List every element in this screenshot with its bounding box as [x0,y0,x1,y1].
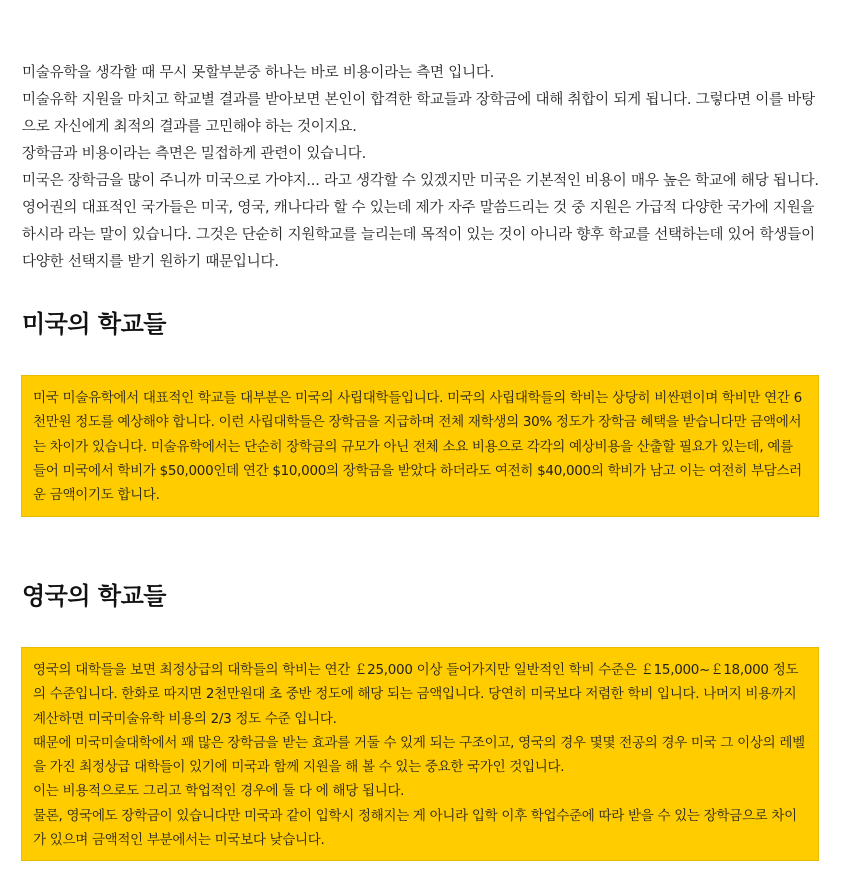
uk-section-title: 영국의 학교들 [22,582,166,610]
intro-text [22,60,822,276]
intro-paragraph: 미술유학을 생각할 때 무시 못할부분중 하나는 바로 비용이라는 측면 입니다. [22,65,495,81]
intro-paragraph: 장학금과 비용이라는 측면은 밀접하게 관련이 있습니다. [22,146,367,162]
uk-box-paragraph: 물론, 영국에도 장학금이 있습니다만 미국과 같이 입학시 정해지는 게 아니라 입학 이후 학업수준에 따라 받을 수 있는 장학금으로 차이가 있으며 금액적인 부분에서는 미국보다 낮습니다. [33,807,797,849]
uk-box-paragraph: 영국의 대학들을 보면 최정상급의 대학들의 학비는 연간 ￡25,000 이상 들어가지만 일반적인 학비 수준은 ￡15,000~￡18,000 정도의 수준입니다. 한화로 따지면 2천만원대 초 중반 정도에 해당 되는 금액입니다. 당연히 미국보다 저렴한 학비 입니다. 나머지 비용까지 계산하면 미국미술유학 비용의 2/3 정도 수준 입니다. [33,662,799,727]
us-highlight-box [21,375,819,517]
intro-paragraph: 미국은 장학금을 많이 주니까 미국으로 가야지... 라고 생각할 수 있겠지만 미국은 기본적인 비용이 매우 높은 학교에 해당 됩니다. 영어권의 대표적인 국가들은 미국, 영국, 캐나다라 할 수 있는데 제가 자주 말씀드리는 것 중 지원은 가급적 다양한 국가에 지원을 하시라 라는 말이 있습니다. 그것은 단순히 지원학교를 늘리는데 목적이 있는 것이 아니라 향후 학교를 선택하는데 있어 학생들이 다양한 선택지를 받기 원하기 때문입니다. [22,173,819,270]
uk-highlight-box [21,647,819,861]
us-section-title: 미국의 학교들 [22,310,166,338]
uk-box-paragraph: 때문에 미국미술대학에서 꽤 많은 장학금을 받는 효과를 거둘 수 있게 되는 구조이고, 영국의 경우 몇몇 전공의 경우 미국 그 이상의 레벨을 가진 최정상급 대학들이 있기에 미국과 함께 지원을 해 볼 수 있는 중요한 국가인 것입니다. [33,734,805,776]
uk-box-paragraph: 이는 비용적으로도 그리고 학업적인 경우에 둘 다 에 해당 됩니다. [33,783,405,800]
us-box-paragraph: 미국 미술유학에서 대표적인 학교들 대부분은 미국의 사립대학들입니다. 미국의 사립대학들의 학비는 상당히 비싼편이며 학비만 연간 6천만원 정도를 예상해야 합니다. 이런 사립대학들은 장학금을 지급하며 전체 재학생의 30% 정도가 장학금 혜택을 받습니다만 금액에서는 차이가 있습니다. 미술유학에서는 단순히 장학금의 규모가 아닌 전체 소요 비용으로 각각의 예상비용을 산출할 필요가 있는데, 예를 들어 미국에서 학비가 $50,000인데 연간 $10,000의 장학금을 받았다 하더라도 여전히 $40,000의 학비가 남고 이는 여전히 부담스러운 금액이기도 합니다. [33,390,802,504]
intro-paragraph: 미술유학 지원을 마치고 학교별 결과를 받아보면 본인이 합격한 학교들과 장학금에 대해 취합이 되게 됩니다. 그렇다면 이를 바탕으로 자신에게 최적의 결과를 고민해야 하는 것이지요. [22,92,815,135]
